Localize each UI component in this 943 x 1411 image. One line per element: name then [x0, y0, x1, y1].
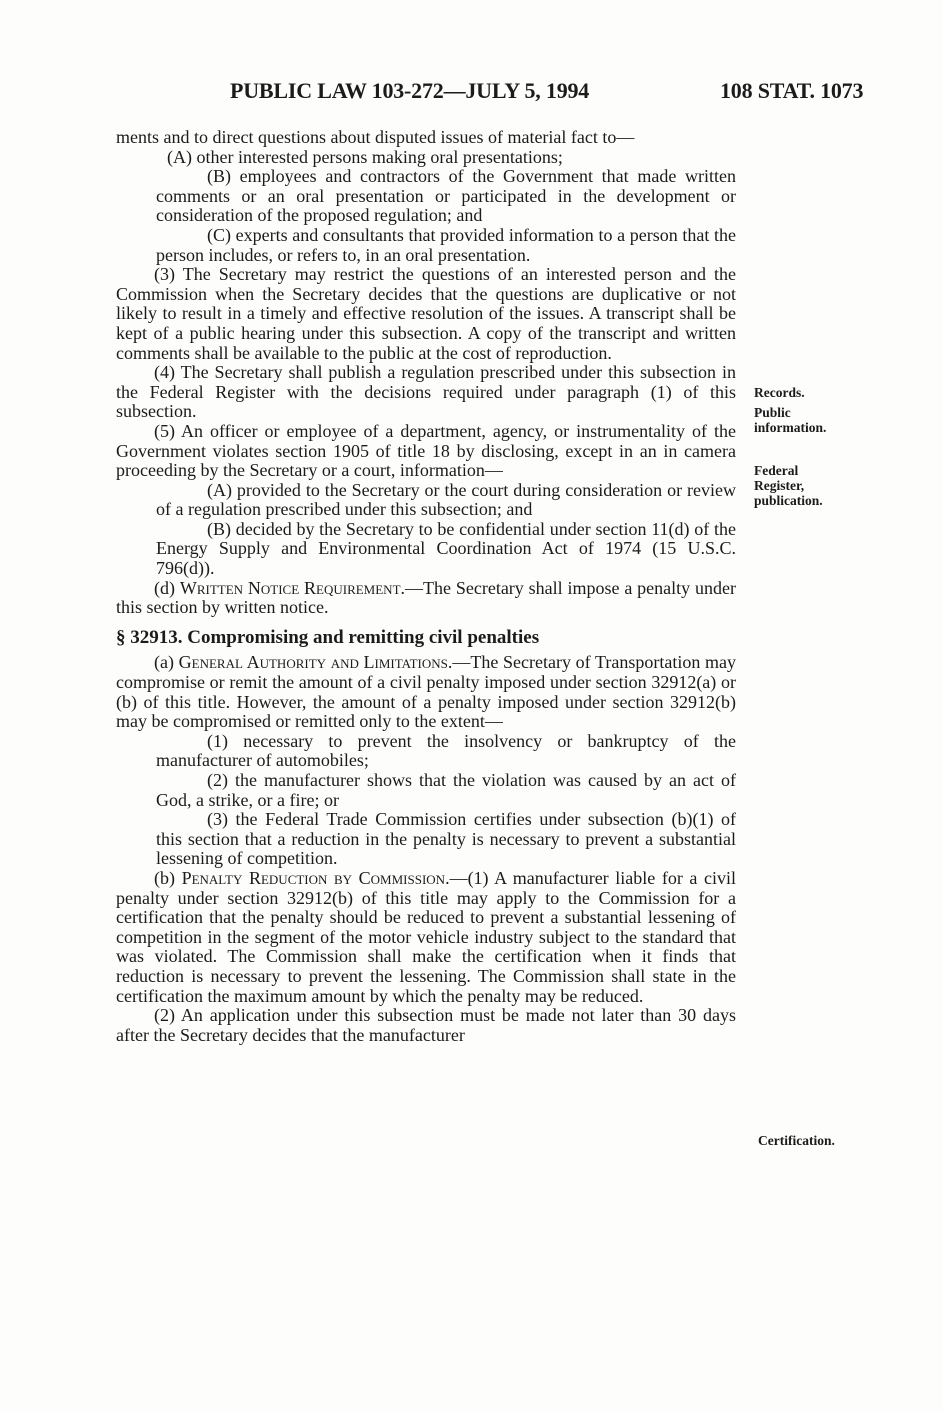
clause-a2: (2) the manufacturer shows that the violation was caused by an act of God, a strike, or a fire; or	[156, 770, 736, 810]
clause-1A	[116, 148, 736, 168]
margin-note-publication-line: publication.	[754, 493, 823, 508]
subsection-a-text: .—The Secretary of Transportation may compromise or remit the amount of a civil penalty imposed under section 32912(a) or (b) of this title. However, the amount of a penalty imposed under section 32912(b) may be compromised or remitted only to the extent—	[116, 652, 737, 732]
clause-a1: (1) necessary to prevent the insolvency or bankruptcy of the manufacturer of automobiles;	[156, 730, 736, 771]
clause-1C: (C) experts and consultants that provided information to a person that the person includes, or refers to, in an oral presentation.	[156, 224, 736, 265]
subsection-a-heading: General Authority and Limitations	[178, 652, 448, 673]
subsection-b	[116, 869, 736, 1006]
margin-note-public-information	[754, 405, 826, 435]
subsection-a	[116, 653, 736, 731]
section-heading: § 32913. Compromising and remitting civil penalties	[116, 626, 540, 648]
subsection-d-label: (d)	[154, 577, 180, 598]
margin-note-public-line: Public	[754, 405, 791, 420]
clause-1A-text: (A) other interested persons making oral presentations;	[167, 146, 563, 167]
margin-note-register-line: Register,	[754, 478, 805, 493]
margin-note-certification: Certification.	[758, 1133, 835, 1148]
margin-note-information-line: information.	[754, 420, 827, 435]
clause-a3: (3) the Federal Trade Commission certifies under subsection (b)(1) of this section that a reduction in the penalty is necessary to prevent a substantial lessening of competition.	[156, 809, 736, 869]
paragraph-4: (4) The Secretary shall publish a regulation prescribed under this subsection in the Federal Register with the decisions required under paragraph (1) of this subsection.	[116, 362, 736, 422]
subsection-b-text: .—(1) A manufacturer liable for a civil penalty under section 32912(b) of this title may apply to the Commission for a certification that the penalty should be reduced to prevent a substantial lessening of competition in the segment of the motor vehicle industry subject to the standard that was violated. The Commission shall make the certification when it finds that reduction is necessary to prevent the lessening. The Commission shall state in the certification the maximum amount by which the penalty may be reduced.	[116, 867, 736, 1006]
subsection-b-paragraph-2: (2) An application under this subsection must be made not later than 30 days after the Secretary decides that the manufacturer	[116, 1005, 736, 1045]
margin-note-federal-register	[754, 463, 823, 508]
subsection-a-label: (a)	[154, 652, 179, 673]
paragraph-3: (3) The Secretary may restrict the questions of an interested person and the Commission when the Secretary decides that the questions are duplicative or not likely to result in a timely and effective resolution of the issues. A transcript shall be kept of a public hearing under this subsection. A copy of the transcript and written comments shall be available to the public at the cost of reproduction.	[116, 264, 736, 363]
subsection-b-heading: Penalty Reduction by Commission	[181, 867, 446, 888]
statute-text	[116, 128, 736, 1045]
subsection-d-text: .—The Secretary shall impose a penalty under this section by written notice.	[116, 577, 736, 618]
margin-note-federal-line: Federal	[754, 463, 799, 478]
subsection-d-heading: Written Notice Requirement	[179, 577, 401, 598]
clause-5B: (B) decided by the Secretary to be confidential under section 11(d) of the Energy Supply and Environmental Coordination Act of 1974 (15 U.S.C. 796(d)).	[156, 518, 736, 579]
running-header-stat-page: 108 STAT. 1073	[720, 78, 864, 103]
subsection-b-label: (b)	[154, 867, 182, 888]
running-header-title: PUBLIC LAW 103-272—JULY 5, 1994	[230, 78, 590, 103]
paragraph-5: (5) An officer or employee of a department, agency, or instrumentality of the Government violates section 1905 of title 18 by disclosing, except in an in camera proceeding by the Secretary or a court, information—	[116, 420, 736, 481]
subsection-d	[116, 579, 736, 618]
margin-note-records: Records.	[754, 385, 805, 400]
paragraph-continuation: ments and to direct questions about disputed issues of material fact to—	[116, 127, 635, 147]
clause-5A: (A) provided to the Secretary or the court during consideration or review of a regulation prescribed under this subsection; and	[156, 479, 736, 520]
clause-1B: (B) employees and contractors of the Government that made written comments or an oral presentation or participated in the development or consideration of the proposed regulation; and	[156, 166, 736, 226]
